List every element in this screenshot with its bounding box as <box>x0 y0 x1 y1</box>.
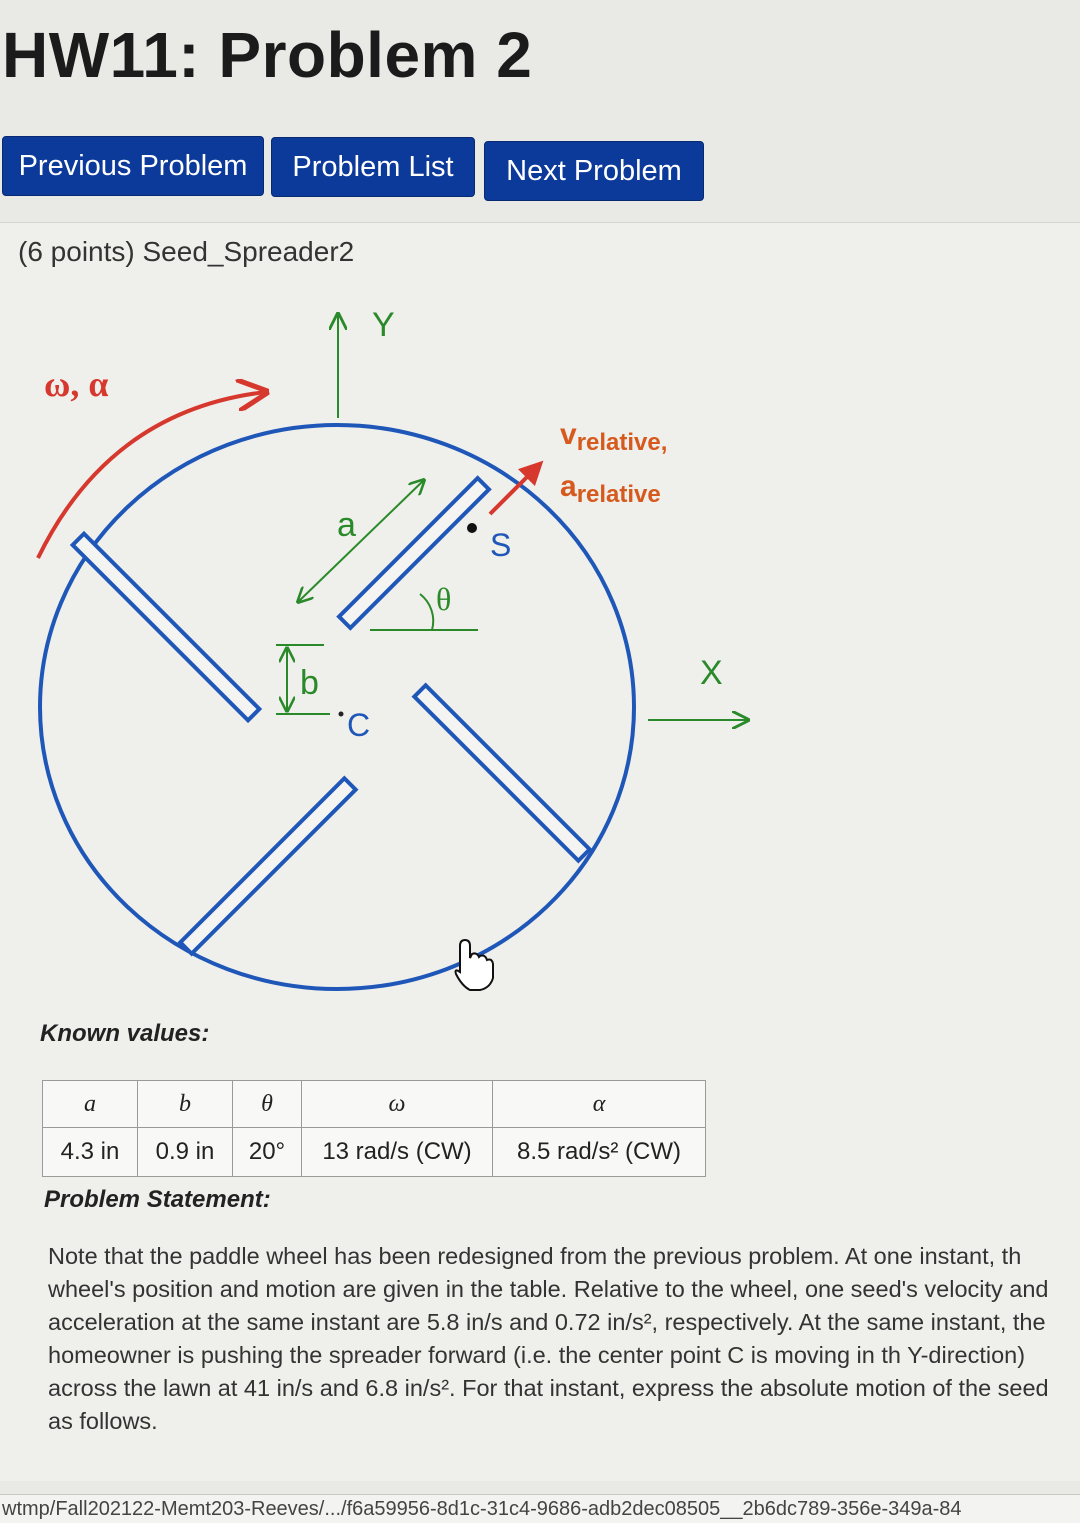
known-values-label: Known values: <box>40 1020 210 1047</box>
theta-arc <box>420 594 433 630</box>
known-values-header-row <box>43 1081 706 1128</box>
point-c-label: C <box>347 707 371 743</box>
value-alpha: 8.5 rad/s² (CW) <box>493 1128 706 1177</box>
point-c-dot <box>339 712 344 717</box>
paddle-upper-right <box>339 478 489 628</box>
a-relative-main: a <box>560 470 577 503</box>
problem-statement-text: Note that the paddle wheel has been redesigned from the previous problem. At one instant, th wheel's position and motion are given in the table. Relative to the wheel, one seed's velocity and acceleration at the same instant are 5.8 in/s and 0.72 in/s², respectively. At the same instant, the homeowner is pushing the spreader forward (i.e. the center point C is moving in th Y-direction) across the lawn at 41 in/s and 6.8 in/s². For that instant, express the absolute motion of the seed as follows. <box>48 1243 1049 1434</box>
status-url: wtmp/Fall202122-Memt203-Reeves/.../f6a59956-8d1c-31c4-9686-adb2dec08505__2b6dc789-356e-349a-84 <box>0 1494 1080 1523</box>
paddle-lower-right <box>414 685 589 860</box>
omega-alpha-label: ω, α <box>44 364 109 404</box>
known-values-table <box>42 1080 706 1177</box>
point-s-dot <box>467 523 477 533</box>
value-b: 0.9 in <box>138 1128 233 1177</box>
a-relative-label <box>560 470 661 508</box>
header-b: b <box>138 1081 233 1128</box>
v-relative-sub: relative, <box>576 429 668 456</box>
value-omega: 13 rad/s (CW) <box>302 1128 493 1177</box>
theta-label: θ <box>436 581 452 617</box>
dimension-b-label: b <box>300 664 319 702</box>
problem-statement-label: Problem Statement: <box>44 1186 271 1213</box>
v-relative-main: v <box>560 418 577 451</box>
rotation-arrow <box>38 392 266 558</box>
page-title: HW11: Problem 2 <box>2 19 533 91</box>
x-axis-label: X <box>700 654 723 692</box>
y-axis-label: Y <box>372 306 395 344</box>
header-alpha: α <box>493 1081 706 1128</box>
paddle-upper-left <box>73 534 260 721</box>
next-problem-button[interactable]: Next Problem <box>484 141 704 201</box>
problem-header: (6 points) Seed_Spreader2 <box>18 236 355 267</box>
previous-problem-button[interactable]: Previous Problem <box>2 136 264 196</box>
problem-list-button[interactable]: Problem List <box>271 137 475 197</box>
header-omega: ω <box>302 1081 493 1128</box>
value-theta: 20° <box>233 1128 302 1177</box>
hand-cursor-icon <box>456 940 494 990</box>
a-relative-sub: relative <box>576 481 661 508</box>
known-values-row <box>43 1128 706 1177</box>
header-a: a <box>43 1081 138 1128</box>
seed-spreader-figure <box>0 290 800 1010</box>
value-a: 4.3 in <box>43 1128 138 1177</box>
dimension-a-arrow <box>298 480 424 602</box>
header-theta: θ <box>233 1081 302 1128</box>
dimension-a-label: a <box>337 506 356 544</box>
v-relative-label <box>560 418 667 456</box>
point-s-label: S <box>490 527 512 563</box>
paddle-lower-left <box>180 778 355 953</box>
